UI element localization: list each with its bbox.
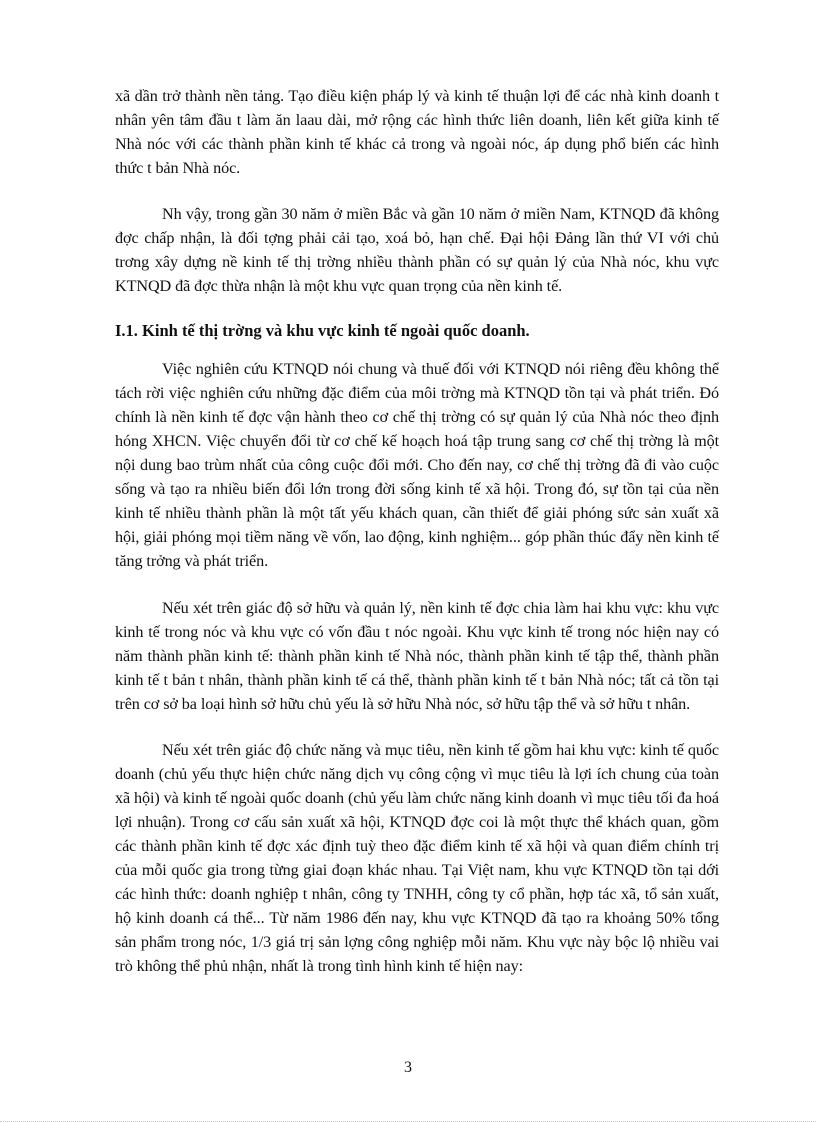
page-bottom-divider bbox=[0, 1121, 816, 1122]
paragraph-4: Nếu xét trên giác độ sở hữu và quản lý, nền kinh tế đợc chia làm hai khu vực: khu vực kinh tế trong nóc và khu vực có vốn đầu t nóc ngoài. Khu vực kinh tế trong nóc hiện nay có năm thành phần kinh tế: thành phần kinh tế Nhà nóc, thành phần kinh tế tập thể, thành phần kinh tế t bản t nhân, thành phần kinh tế cá thể, thành phần kinh tế t bản Nhà nóc; tất cả tồn tại trên cơ sở ba loại hình sở hữu chủ yếu là sở hữu Nhà nóc, sở hữu tập thể và sở hữu t nhân. bbox=[115, 599, 719, 713]
paragraph-3: Việc nghiên cứu KTNQD nói chung và thuế đối với KTNQD nói riêng đều không thể tách rời việc nghiên cứu những đặc điểm của môi trờng mà KTNQD tồn tại và phát triển. Đó chính là nền kinh tế đợc vận hành theo cơ chế thị trờng có sự quản lý của Nhà nóc theo định hóng XHCN. Việc chuyển đổi từ cơ chế kế hoạch hoá tập trung sang cơ chế thị trờng là một nội dung bao trùm nhất của công cuộc đổi mới. Cho đến nay, cơ chế thị trờng đã đi vào cuộc sống và tạo ra nhiều biến đổi lớn trong đời sống kinh tế xã hội. Trong đó, sự tồn tại của nền kinh tế nhiều thành phần là một tất yếu khách quan, cần thiết để giải phóng sức sản xuất xã hội, giải phóng mọi tiềm năng về vốn, lao động, kinh nghiệm... góp phần thúc đẩy nền kinh tế tăng trởng và phát triển. bbox=[115, 360, 719, 570]
paragraph-1: xã dần trở thành nền tảng. Tạo điều kiện pháp lý và kinh tế thuận lợi để các nhà kinh doanh t nhân yên tâm đầu t làm ăn laau dài, mở rộng các hình thức liên doanh, liên kết giữa kinh tế Nhà nóc với các thành phần kinh tế khác cả trong và ngoài nóc, áp dụng phổ biến các hình thức t bản Nhà nóc. bbox=[115, 87, 719, 177]
paragraph-5: Nếu xét trên giác độ chức năng và mục tiêu, nền kinh tế gồm hai khu vực: kinh tế quốc doanh (chủ yếu thực hiện chức năng dịch vụ công cộng vì mục tiêu là lợi ích chung của toàn xã hội) và kinh tế ngoài quốc doanh (chủ yếu làm chức năng kinh doanh vì mục tiêu tối đa hoá lợi nhuận). Trong cơ cấu sản xuất xã hội, KTNQD đợc coi là một thực thể khách quan, gồm các thành phần kinh tế đợc xác định tuỳ theo đặc điểm kinh tế xã hội và quan điểm chính trị của mỗi quốc gia trong từng giai đoạn khác nhau. Tại Việt nam, khu vực KTNQD tồn tại dới các hình thức: doanh nghiệp t nhân, công ty TNHH, công ty cổ phần, hợp tác xã, tổ sản xuất, hộ kinh doanh cá thể... Từ năm 1986 đến nay, khu vực KTNQD đã tạo ra khoảng 50% tổng sản phẩm trong nóc, 1/3 giá trị sản lợng công nghiệp mỗi năm. Khu vực này bộc lộ nhiều vai trò không thể phủ nhận, nhất là trong tình hình kinh tế hiện nay: bbox=[115, 741, 719, 975]
page-number: 3 bbox=[404, 1059, 412, 1076]
paragraph-2: Nh vậy, trong gần 30 năm ở miền Bắc và gần 10 năm ở miền Nam, KTNQD đã không đợc chấp nhận, là đối tợng phải cải tạo, xoá bỏ, hạn chế. Đại hội Đảng lần thứ VI với chủ trơng xây dựng nề kinh tế thị trờng nhiều thành phần có sự quản lý của Nhà nóc, khu vực KTNQD đã đợc thừa nhận là một khu vực quan trọng của nền kinh tế. bbox=[115, 205, 719, 295]
section-heading: I.1. Kinh tế thị trờng và khu vực kinh tế ngoài quốc doanh. bbox=[115, 321, 530, 340]
